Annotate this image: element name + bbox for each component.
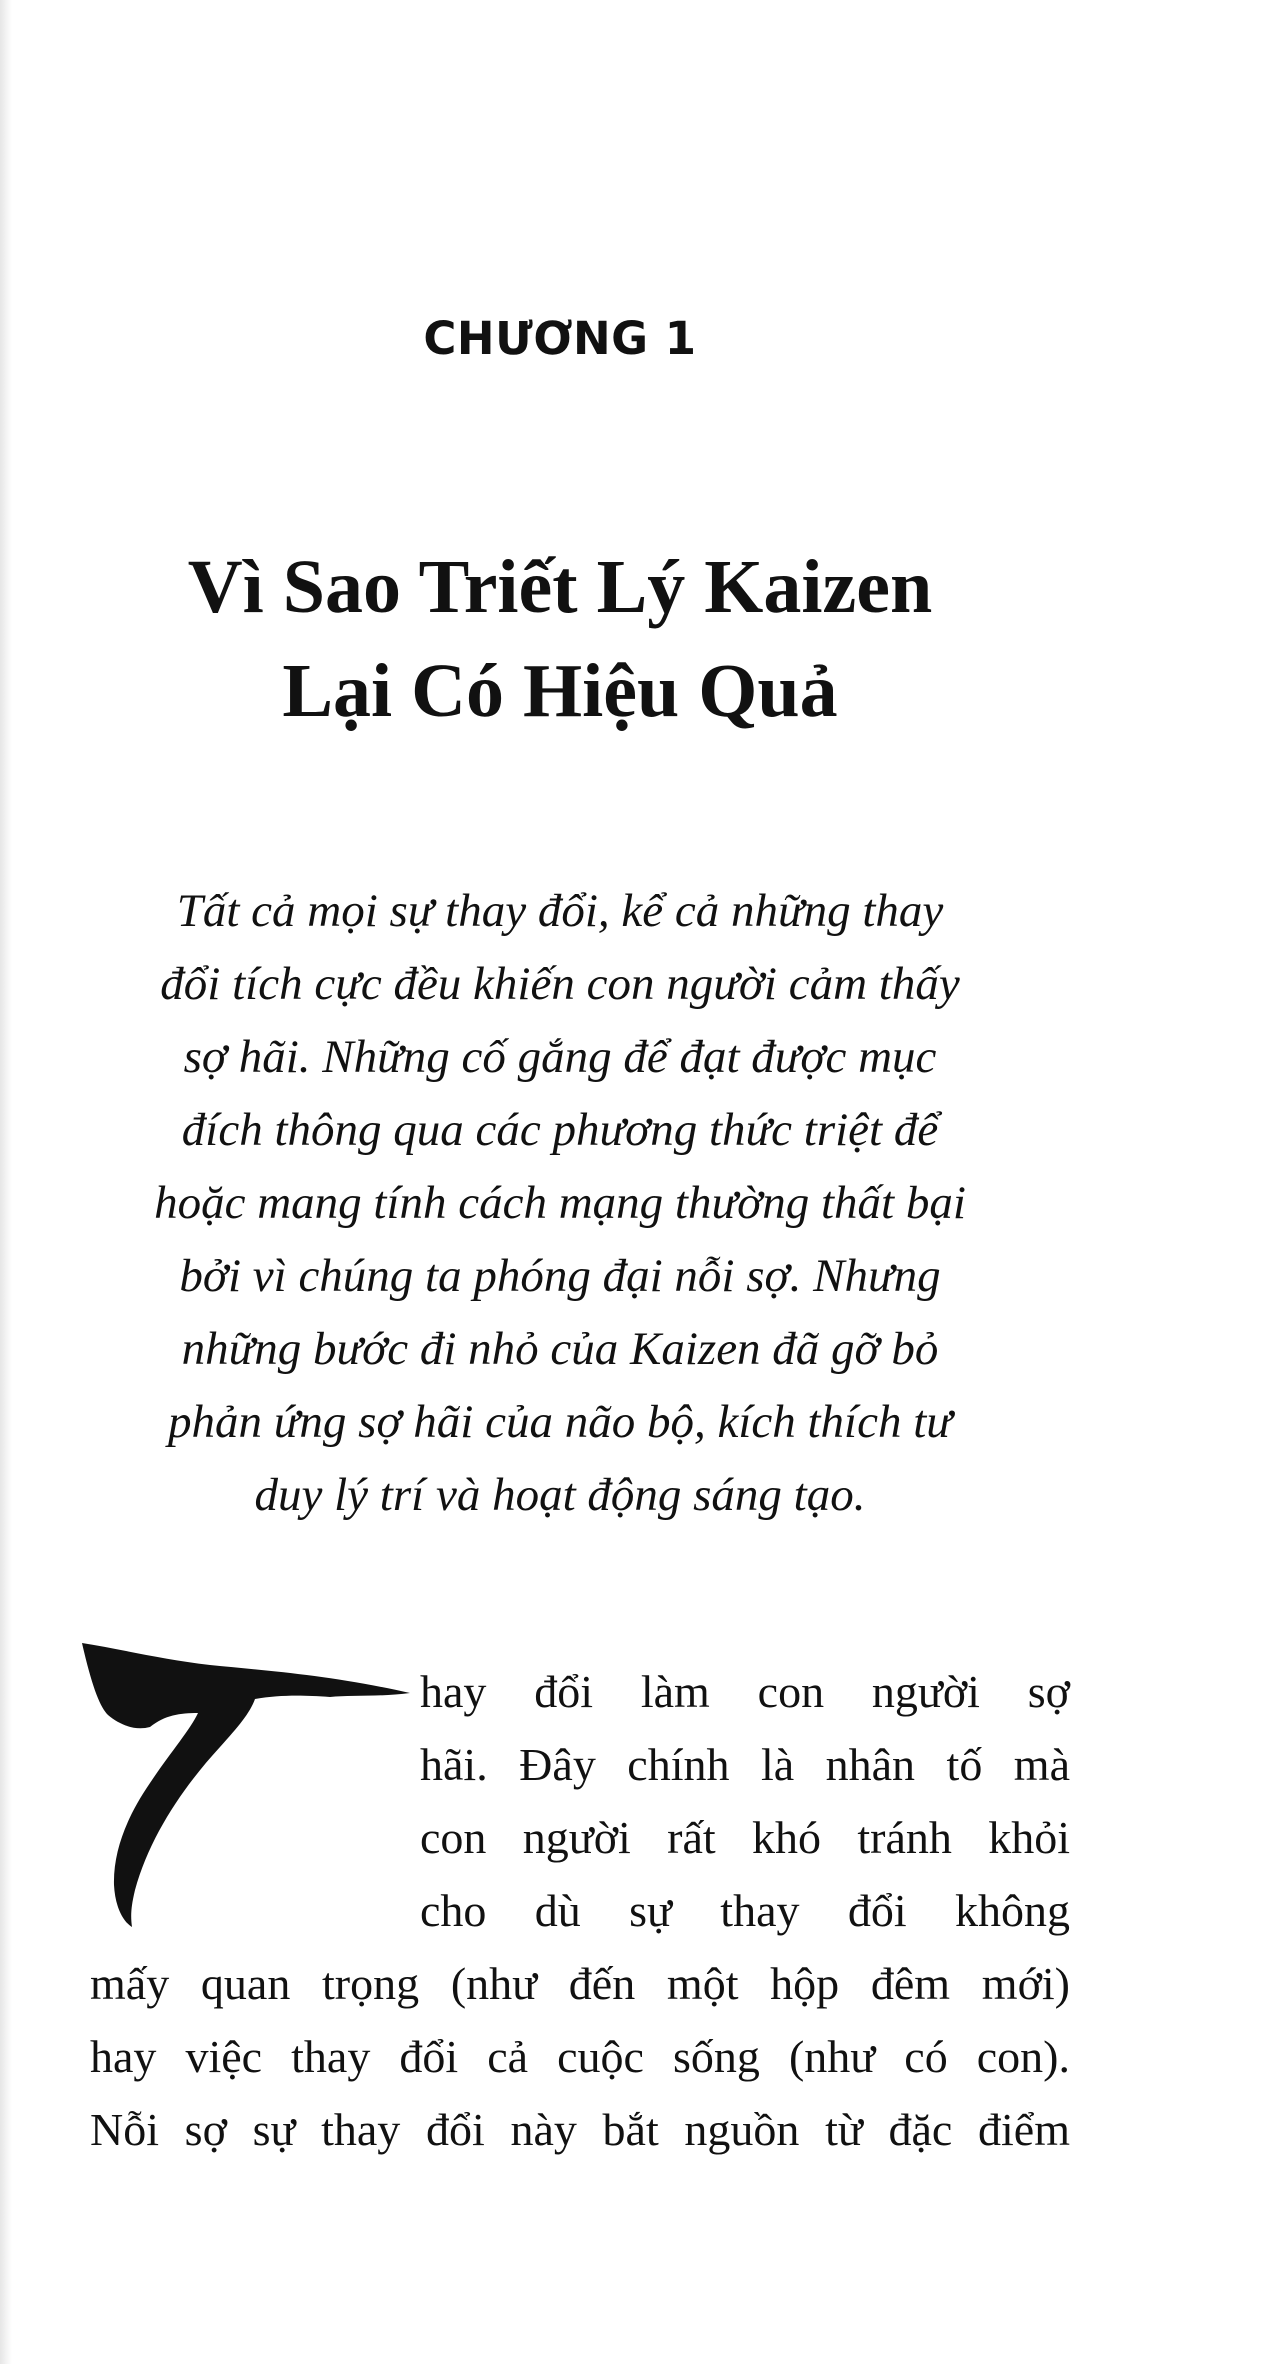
- drop-cap-letter-t: [80, 1635, 420, 1935]
- chapter-title-line: Lại Có Hiệu Quả: [282, 649, 838, 733]
- body-line: cho dù sự thay đổi không: [420, 1885, 1070, 1936]
- chapter-label: CHƯƠNG 1: [423, 312, 697, 365]
- epigraph: [80, 875, 1040, 1532]
- body-line: hay việc thay đổi cả cuộc sống (như có con).: [90, 2031, 1070, 2082]
- epigraph-line: bởi vì chúng ta phóng đại nỗi sợ. Nhưng: [179, 1250, 941, 1302]
- epigraph-line: Tất cả mọi sự thay đổi, kể cả những thay: [176, 885, 944, 937]
- epigraph-line: phản ứng sợ hãi của não bộ, kích thích tư: [168, 1396, 952, 1448]
- epigraph-line: duy lý trí và hoạt động sáng tạo.: [254, 1469, 866, 1521]
- body-line: hay đổi làm con người sợ: [420, 1666, 1070, 1717]
- epigraph-line: đích thông qua các phương thức triệt để: [181, 1104, 939, 1156]
- chapter-title-line: Vì Sao Triết Lý Kaizen: [187, 545, 933, 629]
- epigraph-line: đổi tích cực đều khiến con người cảm thấy: [160, 958, 960, 1010]
- body-line: Nỗi sợ sự thay đổi này bắt nguồn từ đặc điểm: [90, 2104, 1070, 2155]
- body-line: hãi. Đây chính là nhân tố mà: [420, 1739, 1070, 1790]
- epigraph-line: sợ hãi. Những cố gắng để đạt được mục: [183, 1031, 937, 1083]
- body-line: con người rất khó tránh khỏi: [420, 1812, 1070, 1863]
- chapter-title: [60, 535, 1060, 743]
- epigraph-line: những bước đi nhỏ của Kaizen đã gỡ bỏ: [181, 1323, 939, 1375]
- body-line: mấy quan trọng (như đến một hộp đêm mới): [90, 1958, 1070, 2009]
- body-text: [80, 1635, 1070, 2175]
- epigraph-line: hoặc mang tính cách mạng thường thất bại: [154, 1177, 966, 1229]
